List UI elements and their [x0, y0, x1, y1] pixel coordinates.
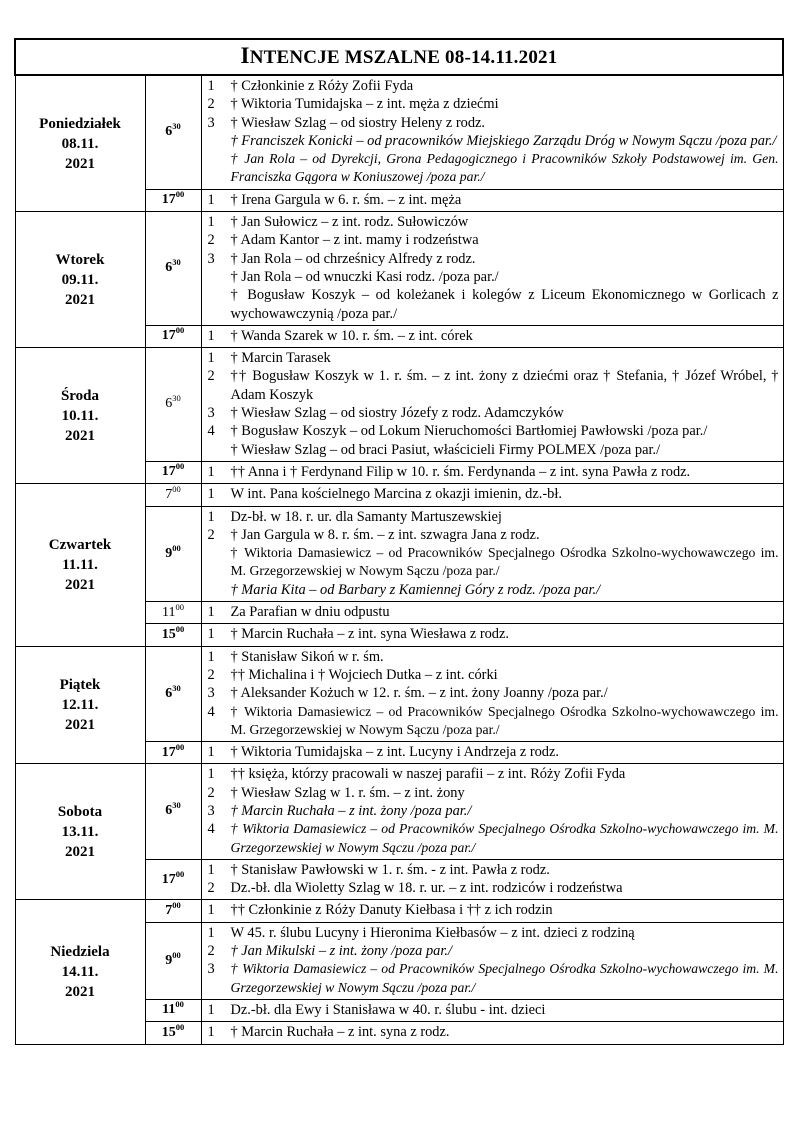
intention-item — [208, 581, 779, 599]
intention-number — [208, 544, 231, 581]
intention-text: † Wiktoria Tumidajska – z int. męża z dziećmi — [230, 96, 499, 113]
intention-item — [208, 684, 779, 702]
intention-item — [208, 942, 779, 960]
intention-item — [208, 784, 779, 802]
day-cell — [15, 900, 145, 1044]
intention-text: † Wiesław Szlag – od braci Pasiut, właścicieli Firmy POLMEX /poza par./ — [230, 441, 661, 458]
intentions-cell — [201, 922, 783, 999]
mass-time — [145, 859, 201, 900]
intention-number: 2 — [207, 526, 215, 543]
intention-text: † Stanisław Pawłowski w 1. r. śm. - z int. Pawła z rodz. — [230, 861, 550, 878]
intention-text: † Jan Rola – od wnuczki Kasi rodz. /poza par./ — [230, 268, 499, 285]
mass-minutes: 30 — [172, 393, 181, 404]
intention-number: 1 — [207, 744, 215, 761]
intention-item — [208, 286, 779, 323]
intention-text: † Franciszek Konicki – od pracowników Miejskiego Zarządu Dróg w Nowym Sączu /poza par./ — [230, 132, 777, 149]
mass-hour: 6 — [165, 685, 173, 701]
intention-number: 2 — [207, 96, 215, 113]
intention-number: 1 — [207, 463, 215, 480]
title-initial: I — [240, 42, 250, 68]
intention-text: Za Parafian w dniu odpustu — [230, 604, 390, 621]
intention-number: 2 — [207, 232, 215, 249]
day-name: Poniedziałek — [39, 115, 121, 132]
mass-minutes: 00 — [175, 868, 185, 879]
intentions-table — [14, 38, 784, 1045]
day-date: 13.11. — [61, 823, 99, 840]
intention-text: †† Członkinie z Róży Danuty Kiełbasa i †† z ich rodzin — [230, 902, 553, 919]
intention-text: † Wiktoria Tumidajska – z int. Lucyny i Andrzeja z rodz. — [230, 744, 559, 761]
intention-item — [208, 1001, 779, 1019]
intention-number: 2 — [207, 943, 215, 960]
intention-item — [208, 367, 779, 404]
intentions-cell — [201, 624, 783, 646]
intention-number: 1 — [207, 78, 215, 94]
intention-text: † Wiesław Szlag – od siostry Heleny z rodz. — [230, 114, 486, 131]
mass-hour: 15 — [161, 626, 176, 642]
intention-number: 2 — [207, 784, 215, 801]
intention-item — [208, 861, 779, 879]
mass-minutes: 30 — [172, 121, 181, 132]
intention-item — [208, 703, 779, 740]
day-year: 2021 — [65, 291, 95, 308]
intention-item — [208, 544, 779, 581]
intention-item — [208, 743, 779, 761]
day-date: 11.11. — [62, 556, 98, 573]
intention-item — [208, 879, 779, 897]
intention-number: 3 — [207, 250, 215, 267]
intention-text: † Stanisław Sikoń w r. śm. — [230, 648, 384, 665]
intention-item — [208, 924, 779, 942]
intention-text: † Wiktoria Damasiewicz – od Pracowników Specjalnego Ośrodka Szkolno-wychowawczego im. M. Grzegorzewskiej w Nowym Sączu /poza par./ — [230, 545, 779, 579]
schedule-row — [15, 764, 783, 859]
intention-text: † Bogusław Koszyk – od koleżanek i kolegów z Liceum Ekonomicznego w Gorlicach z wychowawczynią /poza par./ — [230, 287, 779, 322]
intention-number: 3 — [207, 802, 215, 819]
intention-text: W int. Pana kościelnego Marcina z okazji imienin, dz.-bł. — [230, 486, 562, 503]
intentions-cell — [201, 325, 783, 347]
schedule-row — [15, 900, 783, 922]
mass-time — [145, 742, 201, 764]
intention-text: † Marcin Ruchała – z int. syna Wiesława z rodz. — [230, 626, 509, 643]
mass-hour: 9 — [165, 952, 173, 968]
intentions-cell — [201, 764, 783, 859]
intention-item — [208, 150, 779, 187]
intention-text: † Bogusław Koszyk – od Lokum Nieruchomości Bartłomiej Pawłowski /poza par./ — [230, 423, 708, 440]
intention-text: †† Bogusław Koszyk w 1. r. śm. – z int. żony z dziećmi oraz † Stefania, † Józef Wróbel, † Adam Koszyk — [230, 368, 779, 403]
mass-minutes: 00 — [175, 325, 185, 336]
intentions-cell — [201, 212, 783, 326]
title-row — [15, 39, 783, 75]
mass-hour: 6 — [165, 260, 173, 276]
intention-number: 1 — [207, 766, 215, 783]
mass-time — [145, 646, 201, 741]
intention-number: 1 — [207, 1001, 215, 1018]
intention-text: Dz-bł. w 18. r. ur. dla Samanty Martuszewskiej — [230, 508, 502, 525]
day-year: 2021 — [65, 984, 95, 1000]
intention-number: 4 — [207, 821, 215, 838]
intention-item — [208, 404, 779, 422]
intention-number — [208, 581, 231, 599]
intention-item — [208, 213, 779, 231]
intention-item — [208, 268, 779, 286]
intention-text: † Wiesław Szlag w 1. r. śm. – z int. żony — [230, 784, 465, 801]
intention-number: 1 — [207, 214, 215, 231]
intention-text: †† Michalina i † Wojciech Dutka – z int. córki — [230, 666, 498, 683]
mass-time — [145, 764, 201, 859]
mass-hour: 9 — [165, 545, 173, 561]
day-cell — [15, 348, 145, 484]
mass-minutes: 00 — [175, 999, 184, 1010]
intentions-cell — [201, 75, 783, 189]
intention-text: † Wiktoria Damasiewicz – od Pracowników Specjalnego Ośrodka Szkolno-wychowawczego im. M. Grzegorzewskiej w Nowym Sączu /poza par./ — [230, 961, 779, 995]
mass-hour: 17 — [161, 744, 176, 760]
intention-item — [208, 250, 779, 268]
intention-item — [208, 765, 779, 783]
intention-number: 1 — [207, 626, 215, 643]
mass-hour: 11 — [162, 604, 176, 620]
intention-text: W 45. r. ślubu Lucyny i Hieronima Kiełbasów – z int. dzieci z rodziną — [230, 924, 635, 941]
intentions-cell — [201, 1022, 783, 1044]
day-cell — [15, 212, 145, 348]
day-year: 2021 — [65, 155, 95, 172]
day-date: 08.11. — [61, 135, 99, 152]
day-name: Sobota — [57, 803, 103, 820]
mass-minutes: 00 — [172, 899, 181, 910]
intentions-cell — [201, 742, 783, 764]
mass-hour: 7 — [165, 486, 173, 502]
intention-item — [208, 802, 779, 820]
intention-text: † Wiktoria Damasiewicz – od Pracowników Specjalnego Ośrodka Szkolno-wychowawczego im. M. Grzegorzewskiej w Nowym Sączu /poza par./ — [230, 821, 779, 855]
day-date: 09.11. — [61, 271, 99, 288]
schedule-row — [15, 75, 783, 189]
intention-text: † Marcin Ruchała – z int. żony /poza par./ — [230, 802, 472, 819]
intentions-cell — [201, 900, 783, 922]
mass-time — [145, 75, 201, 189]
title-text: NTENCJE MSZALNE 08-14.11.2021 — [249, 46, 558, 68]
intention-text: Dz.-bł. dla Ewy i Stanisława w 40. r. ślubu - int. dzieci — [230, 1001, 546, 1018]
intention-number — [208, 286, 231, 323]
page-title — [15, 39, 783, 75]
intention-item — [208, 327, 779, 345]
day-cell — [15, 484, 145, 646]
mass-minutes: 30 — [172, 800, 181, 811]
mass-time — [145, 348, 201, 462]
mass-time — [145, 212, 201, 326]
intention-number: 4 — [207, 423, 215, 440]
mass-time — [145, 999, 201, 1021]
intention-item — [208, 132, 779, 150]
mass-time — [145, 484, 201, 506]
intention-item — [208, 191, 779, 209]
intention-text: † Marcin Ruchała – z int. syna z rodz. — [230, 1024, 450, 1041]
intention-number: 2 — [207, 368, 215, 385]
intention-item — [208, 1023, 779, 1041]
mass-hour: 17 — [161, 192, 176, 208]
day-name: Czwartek — [48, 536, 112, 553]
day-cell — [15, 646, 145, 764]
intention-number: 1 — [207, 191, 215, 208]
mass-hour: 17 — [161, 464, 176, 480]
mass-hour: 15 — [161, 1024, 176, 1040]
mass-hour: 6 — [165, 803, 173, 819]
intention-number — [208, 441, 231, 459]
mass-time — [145, 189, 201, 211]
intention-text: † Maria Kita – od Barbary z Kamiennej Góry z rodz. /poza par./ — [230, 581, 601, 598]
intention-number — [208, 150, 231, 187]
mass-hour: 7 — [165, 902, 173, 918]
intention-text: † Wiktoria Damasiewicz – od Pracowników Specjalnego Ośrodka Szkolno-wychowawczego im. M. Grzegorzewskiej w Nowym Sączu /poza par./ — [230, 703, 779, 737]
intentions-cell — [201, 646, 783, 741]
day-date: 10.11. — [61, 407, 99, 424]
mass-minutes: 00 — [175, 741, 185, 752]
intention-item — [208, 960, 779, 997]
mass-hour: 17 — [161, 328, 176, 344]
intention-number: 3 — [207, 114, 215, 131]
day-year: 2021 — [65, 576, 95, 593]
intentions-cell — [201, 484, 783, 506]
intention-text: † Aleksander Kożuch w 12. r. śm. – z int. żony Joanny /poza par./ — [230, 685, 608, 702]
day-cell — [15, 75, 145, 212]
intention-text: † Jan Mikulski – z int. żony /poza par./ — [230, 943, 452, 960]
intention-item — [208, 508, 779, 526]
intention-text: †† Anna i † Ferdynand Filip w 10. r. śm. Ferdynanda – z int. syna Pawła z rodz. — [230, 463, 691, 480]
intention-text: † Jan Rola – od Dyrekcji, Grona Pedagogicznego i Pracowników Szkoły Podstawowej im. Gen. Franciszka Gągora w Koniuszowej /poza par./ — [230, 151, 779, 185]
intention-number: 3 — [207, 685, 215, 702]
day-year: 2021 — [65, 427, 95, 444]
intention-number: 1 — [207, 486, 215, 503]
intentions-cell — [201, 602, 783, 624]
intention-text: †† księża, którzy pracowali w naszej parafii – z int. Róży Zofii Fyda — [230, 766, 626, 783]
day-name: Piątek — [59, 677, 101, 693]
intention-item — [208, 349, 779, 367]
intentions-cell — [201, 506, 783, 601]
intentions-cell — [201, 999, 783, 1021]
intention-number — [208, 132, 231, 150]
intention-text: † Irena Gargula w 6. r. śm. – z int. męża — [230, 191, 462, 208]
intention-item — [208, 901, 779, 919]
day-name: Wtorek — [55, 251, 105, 268]
schedule-row — [15, 348, 783, 462]
intention-number: 1 — [207, 604, 215, 621]
intention-number: 1 — [207, 902, 215, 919]
mass-time — [145, 1022, 201, 1044]
intention-text: † Jan Gargula w 8. r. śm. – z int. szwagra Jana z rodz. — [230, 526, 540, 543]
intentions-sheet — [14, 38, 782, 1045]
mass-time — [145, 922, 201, 999]
mass-time — [145, 506, 201, 601]
intention-text: † Adam Kantor – z int. mamy i rodzeństwa — [230, 232, 479, 249]
day-name: Niedziela — [50, 944, 110, 960]
intention-number: 1 — [207, 1024, 215, 1041]
intention-item — [208, 625, 779, 643]
intention-number: 1 — [207, 861, 215, 878]
intentions-cell — [201, 461, 783, 483]
intention-number: 2 — [207, 666, 215, 683]
intention-item — [208, 95, 779, 113]
intention-number: 3 — [207, 961, 215, 978]
schedule-row — [15, 212, 783, 326]
schedule-row — [15, 646, 783, 741]
mass-minutes: 30 — [172, 257, 181, 268]
intentions-cell — [201, 348, 783, 462]
mass-minutes: 00 — [172, 949, 181, 960]
intention-item — [208, 526, 779, 544]
mass-time — [145, 461, 201, 483]
mass-minutes: 00 — [172, 483, 181, 494]
intention-number: 2 — [207, 880, 215, 897]
intentions-cell — [201, 859, 783, 900]
intentions-cell — [201, 189, 783, 211]
day-year: 2021 — [65, 843, 95, 860]
intention-item — [208, 231, 779, 249]
mass-hour: 6 — [165, 124, 173, 140]
mass-time — [145, 900, 201, 922]
mass-minutes: 00 — [175, 1021, 185, 1032]
intention-item — [208, 820, 779, 857]
intention-text: † Jan Sułowicz – z int. rodz. Sułowiczów — [230, 214, 469, 231]
intention-text: † Członkinie z Róży Zofii Fyda — [230, 78, 414, 94]
mass-minutes: 00 — [175, 189, 185, 200]
schedule-row — [15, 484, 783, 506]
intention-text: † Wanda Szarek w 10. r. śm. – z int. córek — [230, 327, 473, 344]
intention-number: 1 — [207, 350, 215, 367]
intention-item — [208, 648, 779, 666]
intention-item — [208, 603, 779, 621]
mass-minutes: 00 — [175, 601, 184, 612]
day-name: Środa — [60, 387, 100, 404]
mass-time — [145, 624, 201, 646]
intention-number: 3 — [207, 405, 215, 422]
intention-number — [208, 268, 231, 286]
day-date: 14.11. — [61, 964, 99, 980]
intention-item — [208, 441, 779, 459]
intention-number: 1 — [207, 508, 215, 525]
intention-text: Dz.-bł. dla Wioletty Szlag w 18. r. ur. – z int. rodziców i rodzeństwa — [230, 880, 623, 897]
mass-time — [145, 602, 201, 624]
mass-minutes: 30 — [172, 682, 181, 693]
intention-item — [208, 77, 779, 95]
intention-text: † Wiesław Szlag – od siostry Józefy z rodz. Adamczyków — [230, 405, 564, 422]
mass-hour: 11 — [162, 1002, 176, 1018]
intention-number: 1 — [207, 648, 215, 665]
mass-minutes: 00 — [172, 542, 181, 553]
mass-hour: 6 — [165, 396, 173, 412]
day-date: 12.11. — [61, 697, 99, 713]
mass-minutes: 00 — [175, 461, 185, 472]
intention-item — [208, 422, 779, 440]
intention-number: 1 — [207, 327, 215, 344]
day-year: 2021 — [65, 717, 95, 733]
intention-number: 1 — [207, 924, 215, 941]
day-cell — [15, 764, 145, 900]
intention-number: 4 — [207, 703, 215, 720]
mass-minutes: 00 — [175, 623, 185, 634]
intention-item — [208, 666, 779, 684]
intention-item — [208, 485, 779, 503]
intention-item — [208, 463, 779, 481]
intention-text: † Marcin Tarasek — [230, 350, 331, 367]
mass-hour: 17 — [161, 871, 176, 887]
intention-text: † Jan Rola – od chrześnicy Alfredy z rodz. — [230, 250, 476, 267]
intention-item — [208, 114, 779, 132]
mass-time — [145, 325, 201, 347]
